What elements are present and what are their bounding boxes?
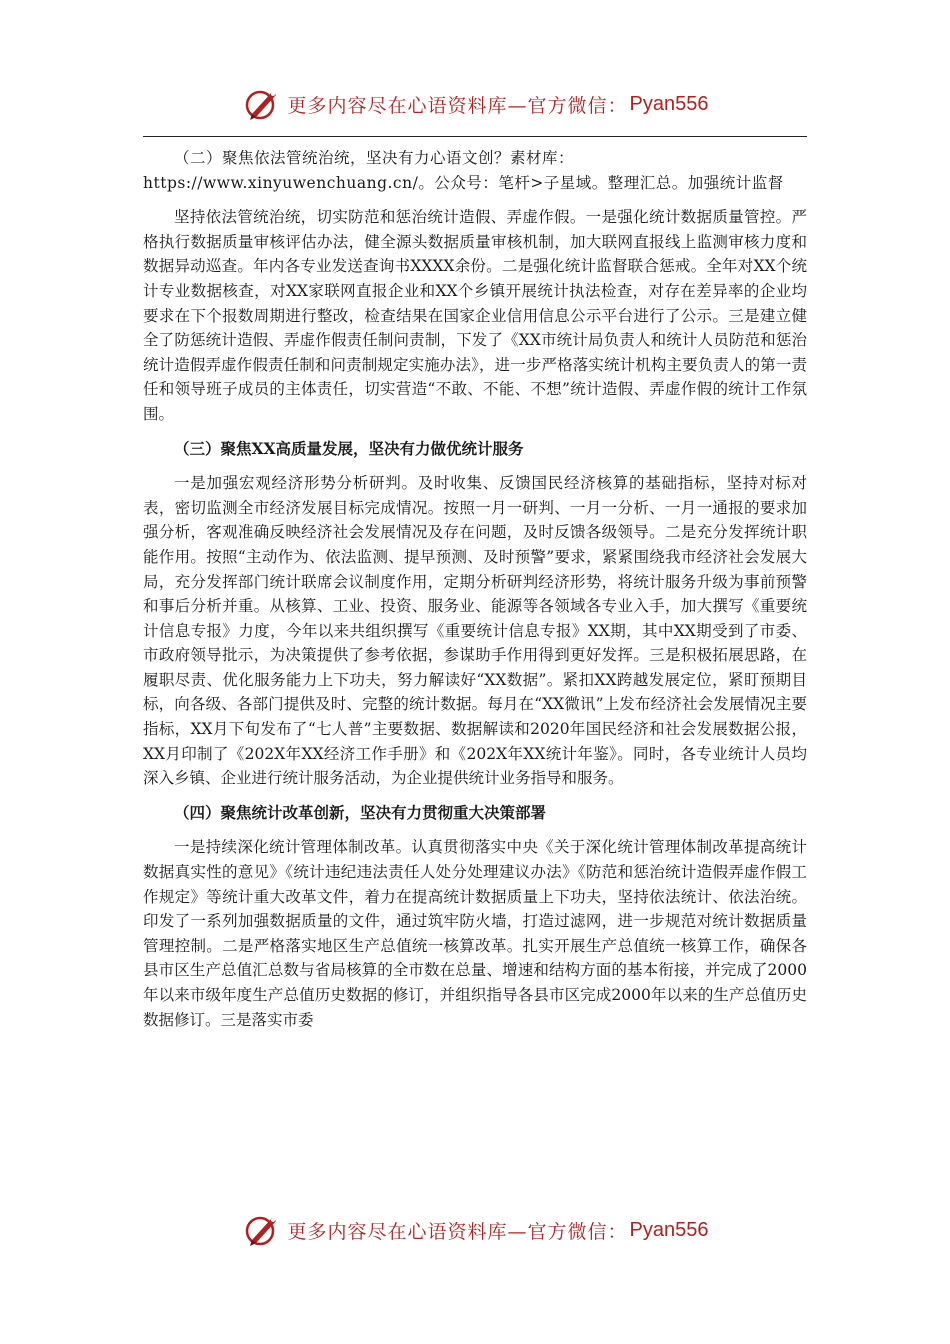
footer-banner (0, 1210, 950, 1250)
pen-logo-icon (242, 1210, 282, 1250)
banner-text: 更多内容尽在心语资料库—官方微信： (287, 1220, 628, 1243)
document-body (143, 146, 807, 1032)
section-3-heading: （三）聚焦XX高质量发展，坚决有力做优统计服务 (174, 438, 524, 458)
section-3-paragraph: 一是加强宏观经济形势分析研判。及时收集、反馈国民经济核算的基础指标，坚持对标对表，密切监测全市经济发展目标完成情况。按照一月一研判、一月一分析、一月一通报的要求加强分析，客观准确反映经济社会发展情况及存在问题，及时反馈各级领导。二是充分发挥统计职能作用。按照“主动作为、依法监测、提早预测、及时预警”要求，紧紧围绕我市经济社会发展大局，充分发挥部门统计联席会议制度作用，定期分析研判经济形势，将统计服务升级为事前预警和事后分析并重。从核算、工业、投资、服务业、能源等各领域各专业入手，加大撰写《重要统计信息专报》力度，今年以来共组织撰写《重要统计信息专报》XX期，其中XX期受到了市委、市政府领导批示，为决策提供了参考依据，参谋助手作用得到更好发挥。三是积极拓展思路，在履职尽责、优化服务能力上下功夫，努力解读好“XX数据”。紧扣XX跨越发展定位，紧盯预期目标，向各级、各部门提供及时、完整的统计数据。每月在“XX微讯”上发布经济社会发展情况主要指标，XX月下旬发布了“七人普”主要数据、数据解读和2020年国民经济和社会发展数据公报，XX月印制了《202X年XX经济工作手册》和《202X年XX统计年鉴》。同时，各专业统计人员均深入乡镇、企业进行统计服务活动，为企业提供统计业务指导和服务。 (143, 474, 807, 788)
section-4-paragraph: 一是持续深化统计管理体制改革。认真贯彻落实中央《关于深化统计管理体制改革提高统计数据真实性的意见》《统计违纪违法责任人处分处理建议办法》《防范和惩治统计造假弄虚作假工作规定》等统计重大改革文件，着力在提高统计数据质量上下功夫，坚持依法统计、依法治统。印发了一系列加强数据质量的文件，通过筑牢防火墙，打造过滤网，进一步规范对统计数据质量管理控制。二是严格落实地区生产总值统一核算改革。扎实开展生产总值统一核算工作，确保各县市区生产总值汇总数与省局核算的全市数在总量、增速和结构方面的基本衔接，并完成了2000年以来市级年度生产总值历史数据的修订，并组织指导各县市区完成2000年以来的生产总值历史数据修订。三是落实市委 (143, 838, 807, 1029)
pen-logo-icon (242, 84, 282, 124)
header-rule (143, 136, 807, 137)
section-2-heading: （二）聚焦依法管统治统，坚决有力心语文创？素材库：https://www.xinyuwenchuang.cn/。公众号：笔杆>子星域。整理汇总。加强统计监督 (143, 149, 784, 192)
banner-wechat-id: Pyan556 (629, 1218, 709, 1241)
banner-text: 更多内容尽在心语资料库—官方微信： (287, 94, 628, 117)
header-banner (0, 84, 950, 124)
banner-wechat-id: Pyan556 (629, 92, 709, 115)
section-2-paragraph: 坚持依法管统治统，切实防范和惩治统计造假、弄虚作假。一是强化统计数据质量管控。严格执行数据质量审核评估办法，健全源头数据质量审核机制，加大联网直报线上监测审核力度和数据异动巡查。年内各专业发送查询书XXXX余份。二是强化统计监督联合惩戒。全年对XX个统计专业数据核查，对XX家联网直报企业和XX个乡镇开展统计执法检查，对存在差异率的企业均要求在下个报数周期进行整改，检查结果在国家企业信用信息公示平台进行了公示。三是建立健全了防惩统计造假、弄虚作假责任制问责制，下发了《XX市统计局负责人和统计人员防范和惩治统计造假弄虚作假责任制和问责制规定实施办法》，进一步严格落实统计机构主要负责人的第一责任和领导班子成员的主体责任，切实营造“不敢、不能、不想”统计造假、弄虚作假的统计工作氛围。 (143, 208, 807, 423)
section-4-heading: （四）聚焦统计改革创新，坚决有力贯彻重大决策部署 (174, 802, 547, 822)
